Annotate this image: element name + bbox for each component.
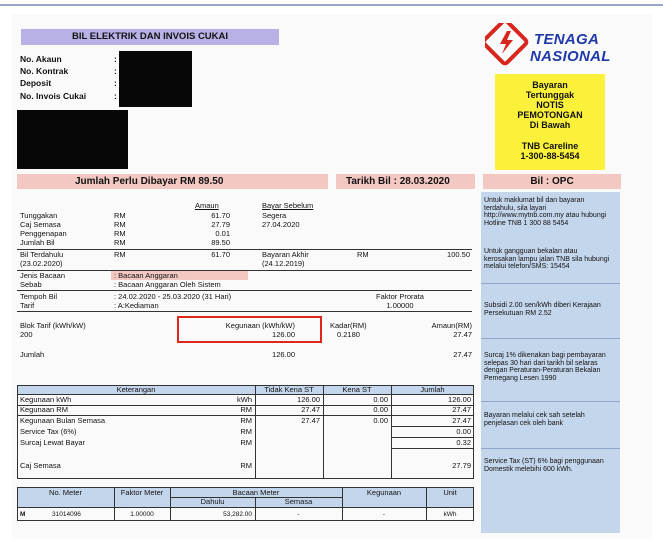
detail-row-nontax: 27.47 (301, 416, 320, 425)
detail-row-total: 27.79 (452, 461, 471, 470)
row-divider (17, 507, 474, 508)
reading-reason-label: Sebab (20, 280, 42, 289)
meter-row-unit: kWh (443, 511, 457, 518)
notice-surcharge: Surcaj 1% dikenakan bagi pembayaran selepas 30 hari dari tarikh bil selaras dengan Peraturan-Peraturan Bekalan Pemegang Lesen 1990 (484, 352, 606, 383)
detail-row-total: 0.32 (456, 438, 471, 447)
account-number-label: No. Akaun (20, 54, 62, 64)
column-divider (391, 385, 392, 479)
colon: : (114, 91, 117, 101)
divider (17, 249, 472, 250)
deposit-label: Deposit (20, 78, 52, 88)
detail-row-total: 0.00 (456, 427, 471, 436)
contract-number-label: No. Kontrak (20, 66, 69, 76)
detail-row-tax: 0.00 (373, 405, 388, 414)
charge-label: Penggenapan (20, 229, 67, 238)
bill-date: Tarikh Bil : 28.03.2020 (346, 176, 450, 187)
charge-rm: RM (114, 238, 126, 247)
prorata-value: 1.00000 (386, 301, 414, 310)
notice-cheque: Bayaran melalui cek sah setelah penjelasan cek oleh bank (484, 412, 585, 427)
charge-label: Jumlah Bil (20, 238, 55, 247)
notice-line: Bayaran (532, 80, 568, 90)
charge-rm: RM (114, 211, 126, 220)
charge-label: Caj Semasa (20, 220, 61, 229)
amount-value: 27.47 (453, 330, 472, 339)
billing-period-label: Tempoh Bil (20, 292, 58, 301)
detail-header-taxable: Kena ST (342, 385, 372, 394)
rate-label: Kadar(RM) (330, 321, 367, 330)
detail-row-label: Kegunaan RM (20, 405, 68, 414)
last-bill-date: (23.02.2020) (20, 259, 63, 268)
notice-line: NOTIS (536, 100, 564, 110)
careline-phone: 1-300-88-5454 (520, 151, 580, 161)
charge-rm: RM (114, 220, 126, 229)
detail-row-nontax: 27.47 (301, 405, 320, 414)
column-divider (323, 385, 324, 479)
notice-line: PEMOTONGAN (517, 110, 583, 120)
meter-header-number: No. Meter (49, 488, 82, 497)
last-payment-value: 100.50 (447, 250, 470, 259)
charge-due: Segera (262, 211, 287, 220)
row-divider (391, 448, 474, 449)
notice-subsidy: Subsidi 2.00 sen/kWh diberi Kerajaan Persekutuan RM 2.52 (484, 302, 601, 317)
amount-label: Amaun(RM) (431, 321, 472, 330)
meter-subheader-current: Semasa (284, 497, 313, 506)
amount-header: Amaun (195, 201, 219, 210)
detail-row-unit: RM (240, 416, 252, 425)
notice-outage: Untuk gangguan bekalan atau kerosakan lampu jalan TNB sila hubungi melalui telefon/SMS: 15454 (484, 248, 610, 271)
charge-value: 27.79 (211, 220, 230, 229)
redacted-account-info (119, 51, 192, 107)
detail-row-tax: 0.00 (373, 395, 388, 404)
detail-header-description: Keterangan (116, 385, 156, 394)
charge-value: 0.01 (215, 229, 230, 238)
detail-row-label: Surcaj Lewat Bayar (20, 438, 86, 447)
column-divider (255, 385, 256, 479)
prorata-label: Faktor Prorata (376, 292, 424, 301)
tariff-label: Tarif (20, 301, 35, 310)
brand-name-line1: TENAGA (534, 31, 600, 48)
detail-row-unit: RM (240, 438, 252, 447)
tariff-block-value: 200 (20, 330, 33, 339)
detail-row-label: Caj Semasa (20, 461, 61, 470)
usage-total-value: 126.00 (272, 350, 295, 359)
last-payment-label: Bayaran Akhir (262, 250, 309, 259)
colon: : (114, 66, 117, 76)
colon: : (114, 78, 117, 88)
detail-row-nontax: 126.00 (297, 395, 320, 404)
reading-type-label: Jenis Bacaan (20, 271, 66, 280)
last-bill-rm: RM (114, 250, 126, 259)
meter-row-number: 31014096 (52, 511, 81, 518)
reading-reason-value: : Bacaan Anggaran Oleh Sistem (114, 280, 221, 289)
detail-row-unit: RM (240, 405, 252, 414)
divider (481, 448, 620, 449)
reading-type-value: : Bacaan Anggaran (114, 271, 178, 280)
detail-row-total: 126.00 (448, 395, 471, 404)
detail-row-label: Service Tax (6%) (20, 427, 77, 436)
usage-value: 126.00 (272, 330, 295, 339)
tariff-block-label: Blok Tarif (kWh/kW) (20, 321, 86, 330)
redacted-address (17, 110, 128, 169)
bill-type: Bil : OPC (530, 176, 574, 187)
meter-row-previous: 53,282.00 (223, 511, 252, 518)
rate-value: 0.2180 (337, 330, 360, 339)
last-payment-date: (24.12.2019) (262, 259, 305, 268)
charge-value: 89.50 (211, 238, 230, 247)
divider (481, 401, 620, 402)
billing-period-value: : 24.02.2020 - 25.03.2020 (31 Hari) (114, 292, 232, 301)
careline-title: TNB Careline (521, 141, 579, 151)
notice-bill-info: Untuk maklumat bil dan bayaran terdahulu, sila layari http://www.mytnb.com.my atau hubungi Hotline TNB 1 300 88 5454 (484, 197, 607, 228)
pay-before-header: Bayar Sebelum (262, 201, 314, 210)
usage-total-label: Jumlah (20, 350, 45, 359)
meter-header-reading: Bacaan Meter (232, 488, 280, 497)
bill-title: BIL ELEKTRIK DAN INVOIS CUKAI (21, 29, 279, 45)
last-bill-label: Bil Terdahulu (20, 250, 64, 259)
top-border-line (0, 4, 663, 6)
charge-label: Tunggakan (20, 211, 58, 220)
amount-due: Jumlah Perlu Dibayar RM 89.50 (75, 176, 224, 187)
detail-header-total: Jumlah (420, 385, 445, 394)
meter-row-factor: 1.00000 (130, 511, 154, 518)
meter-row-usage: - (382, 511, 386, 518)
amount-total-value: 27.47 (453, 350, 472, 359)
meter-header-unit: Unit (443, 488, 457, 497)
usage-label: Kegunaan (kWh/kW) (225, 321, 295, 330)
charge-due: 27.04.2020 (262, 220, 300, 229)
meter-row-current: - (297, 511, 300, 518)
meter-subheader-previous: Dahulu (200, 497, 225, 506)
last-bill-value: 61.70 (211, 250, 230, 259)
detail-row-tax: 0.00 (373, 416, 388, 425)
notice-line: Di Bawah (529, 120, 571, 130)
tariff-value: : A:Kediaman (114, 301, 159, 310)
colon: : (114, 54, 117, 64)
detail-row-unit: RM (240, 427, 252, 436)
brand-name-line2: NASIONAL (530, 48, 611, 65)
last-payment-rm: RM (357, 250, 369, 259)
detail-row-label: Kegunaan kWh (20, 395, 72, 404)
tax-invoice-label: No. Invois Cukai (20, 91, 87, 101)
detail-row-label: Kegunaan Bulan Semasa (20, 416, 106, 425)
divider (481, 338, 620, 339)
usage-highlight-box (177, 316, 322, 343)
meter-header-usage: Kegunaan (366, 488, 402, 497)
meter-row-type: M (20, 511, 26, 518)
detail-row-total: 27.47 (452, 405, 471, 414)
charge-rm: RM (114, 229, 126, 238)
charge-value: 61.70 (211, 211, 230, 220)
divider (17, 290, 472, 291)
meter-header-factor: Faktor Meter (120, 488, 164, 497)
notice-line: Tertunggak (525, 90, 575, 100)
divider (17, 311, 472, 312)
tnb-logo-icon (485, 23, 529, 67)
detail-row-total: 27.47 (452, 416, 471, 425)
notice-service-tax: Service Tax (ST) 6% bagi penggunaan Domestik melebihi 600 kWh. (484, 458, 604, 473)
detail-row-unit: RM (240, 461, 252, 470)
detail-row-unit: kWh (237, 395, 252, 404)
detail-header-non-taxable: Tidak Kena ST (264, 385, 314, 394)
divider (481, 283, 620, 284)
